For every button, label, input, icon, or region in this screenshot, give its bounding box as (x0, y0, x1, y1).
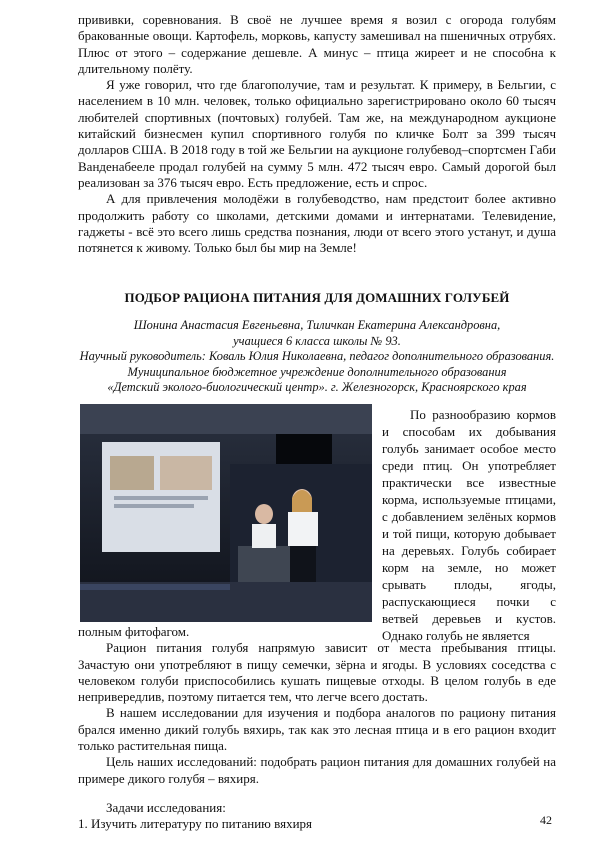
article-title: ПОДБОР РАЦИОНА ПИТАНИЯ ДЛЯ ДОМАШНИХ ГОЛУБЕЙ (124, 290, 510, 306)
author-line: Научный руководитель: Коваль Юлия Николаевна, педагог дополнительного образования. (79, 349, 555, 364)
wrapped-text-column (382, 406, 556, 644)
body-paragraph-tail: полным фитофагом. (78, 623, 190, 639)
photo-illustration (80, 404, 372, 622)
author-line: Муниципальное бюджетное учреждение дополнительного образования (127, 364, 507, 379)
tasks-heading: Задачи исследования: (106, 799, 226, 815)
author-block (78, 318, 556, 396)
body-paragraph: В нашем исследовании для изучения и подбора аналогов по рациону питания брался именно дикий голубь вяхирь, так как это лесная птица и в его рацион входит только растительная пища. (78, 705, 556, 754)
body-paragraph: Я уже говорил, что где благополучие, там и результат. К примеру, в Бельгии, с населением в 10 млн. человек, только официально зарегистрировано около 60 тысяч любителей спортивных (почтовых) голубей. Там же, на международном аукционе китайский бизнесмен купил спортивного голубя по кличке Болт за 399 тысяч долларов США. В 2018 году в той же Бельгии на аукционе голубевод–спортсмен Габи Ванденабееле продал голубей на сумму 5 млн. 472 тысяч евро. Самый дорогой был реализован за 376 тысяч евро. Есть предложение, есть и спрос. (78, 77, 556, 190)
body-paragraph: А для привлечения молодёжи в голубеводство, нам предстоит более активно продолжить работу со школами, детскими домами и интернатами. Телевидение, гаджеты - всё это всего лишь средства познания, люди от всего этого устанут, и душа потянется к живому. Только был бы мир на Земле! (78, 191, 556, 256)
author-line: Шонина Анастасия Евгеньевна, Тиличкан Екатерина Александровна, (133, 318, 501, 333)
task-list-item: 1. Изучить литературу по питанию вяхиря (78, 816, 313, 832)
document-page (78, 12, 556, 833)
body-paragraph: По разнообразию кормов и способам их добывания голубь занимает особое место среди птиц. Он употребляет практически все известные корма, используемые птицами, с добавлением зелёных кормов и той пищи, которую добывает на деревьях. Голубь собирает корм на земле, но может срывать плоды, ягоды, распускающиеся почки с ветвей деревьев и кустов. Однако голубь не является (382, 406, 556, 643)
author-line: «Детский эколого-биологический центр». г. Железногорск, Красноярского края (107, 380, 527, 395)
body-paragraph: Цель наших исследований: подобрать рацион питания для домашних голубей на примере дикого голубя – вяхиря. (78, 754, 556, 786)
conference-photo (80, 404, 372, 622)
page-number: 42 (540, 813, 552, 827)
body-paragraph: прививки, соревнования. В своё не лучшее время я возил с огорода голубям бракованные овощи. Картофель, морковь, капусту замешивал на пшеничных отрубях. Плюс от этого – содержание дешевле. А минус – птица жиреет и не способна к длительному полёту. (78, 12, 556, 76)
body-paragraph: Рацион питания голубя напрямую зависит от места пребывания птицы. Зачастую они употребляют в пищу семечки, зёрна и ягоды. В условиях соседства с человеком голуби приспособились кушать пищевые отходы. В целом голубь в еде непривередлив, поэтому питается тем, что легче всего достать. (78, 640, 556, 705)
author-line: учащиеся 6 класса школы № 93. (233, 333, 401, 348)
